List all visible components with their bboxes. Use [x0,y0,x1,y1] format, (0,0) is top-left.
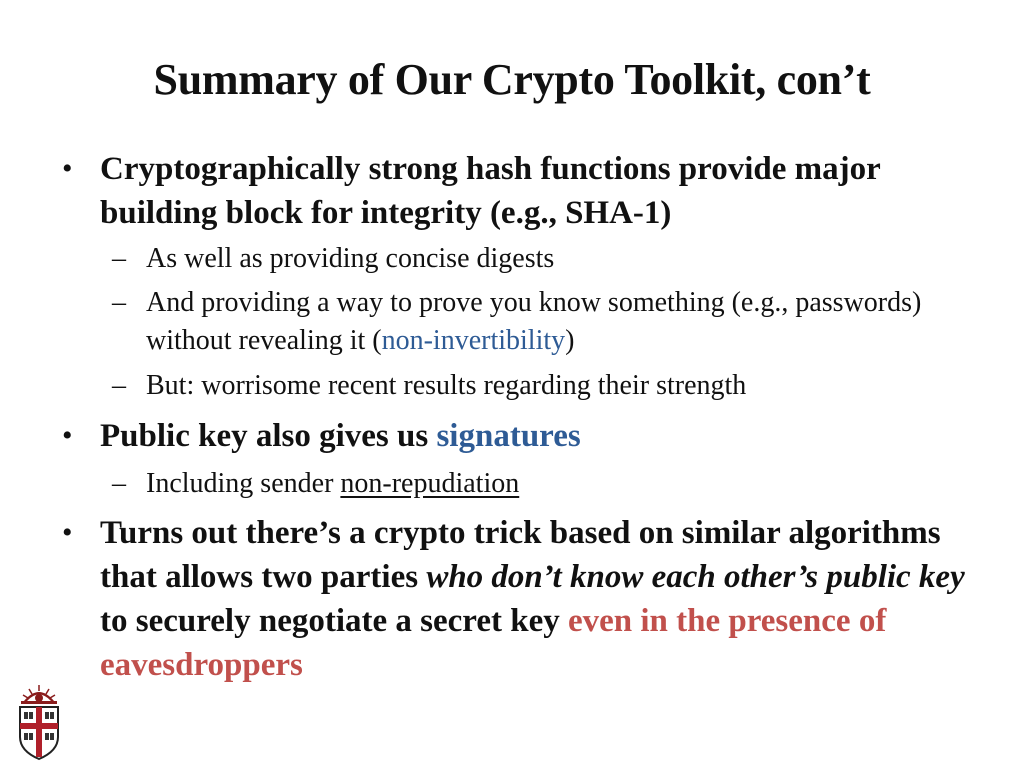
dash-marker: – [112,287,126,318]
sub-bullet-worrisome-results [112,367,976,405]
bullet-public-key-signatures [62,414,980,458]
bullet-text: Turns out there’s a crypto trick based on similar algorithms that allows two parties [100,515,941,595]
sub-bullet-text: But: worrisome recent results regarding their strength [146,370,747,401]
sub-bullet-text: Including sender [146,468,341,499]
bullet-hash-functions [62,147,980,235]
university-crest-logo [14,681,64,761]
bullet-text: Public key also gives us [100,418,437,454]
sub-bullet-text: As well as providing concise digests [146,243,555,274]
bullet-text-mid: to securely negotiate a secret key [100,603,568,639]
bullet-marker: • [62,516,73,549]
bullet-marker: • [62,419,73,452]
bullet-text: Cryptographically strong hash functions provide major building block for integrity (e.g., SHA-1) [100,151,881,231]
dash-marker: – [112,243,126,274]
signatures-term: signatures [436,418,581,454]
bullet-key-exchange [62,511,980,687]
unknown-public-key-phrase: who don’t know each other’s public key [426,559,965,595]
eavesdroppers-phrase: even in the presence of eavesdroppers [100,603,887,683]
sub-bullet-text: And providing a way to prove you know something (e.g., passwords) without revealing it ( [146,287,922,356]
dash-marker: – [112,468,126,499]
bullet-marker: • [62,152,73,185]
sub-bullet-prove-knowledge [112,284,976,360]
sub-bullet-text-end: ) [565,325,575,356]
non-invertibility-term: non-invertibility [381,325,566,356]
sub-bullet-non-repudiation [112,465,976,503]
sub-bullet-digests [112,240,976,278]
slide-title: Summary of Our Crypto Toolkit, con’t [153,55,871,104]
dash-marker: – [112,370,126,401]
non-repudiation-term: non-repudiation [340,468,520,499]
